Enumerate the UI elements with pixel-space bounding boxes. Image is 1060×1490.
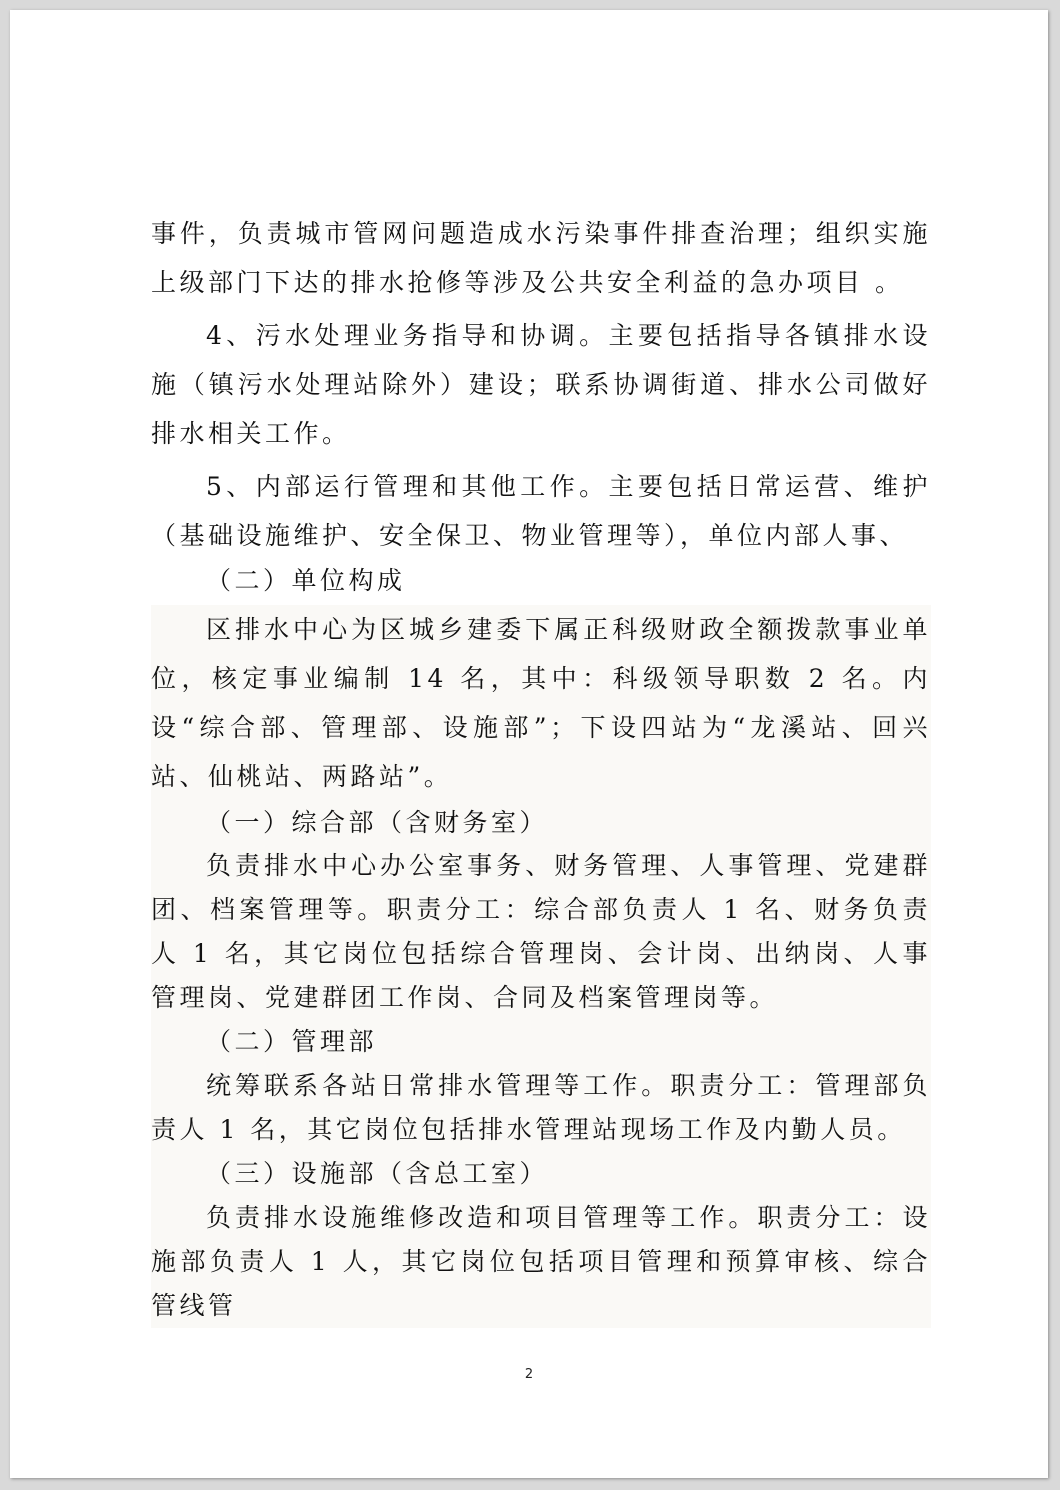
paragraph-continuation: 事件，负责城市管网问题造成水污染事件排查治理；组织实施上级部门下达的排水抢修等涉及公共安全利益的急办项目 。 xyxy=(151,219,931,297)
heading-management-department: （二）管理部 xyxy=(206,1027,378,1056)
heading-general-department: （一）综合部（含财务室） xyxy=(206,808,549,837)
paragraph-facilities-department: 负责排水设施维修改造和项目管理等工作。职责分工：设施部负责人 1 人，其它岗位包括项目管理和预算审核、综合管线管 xyxy=(151,1203,931,1320)
page-number: 2 xyxy=(524,1367,534,1382)
shaded-block xyxy=(151,605,931,1328)
body-text xyxy=(151,209,931,1328)
heading-facilities-department: （三）设施部（含总工室） xyxy=(206,1159,549,1188)
paragraph-general-department: 负责排水中心办公室事务、财务管理、人事管理、党建群团、档案管理等。职责分工：综合部负责人 1 名、财务负责人 1 名，其它岗位包括综合管理岗、会计岗、出纳岗、人事管理岗、党建群团工作岗、合同及档案管理岗等。 xyxy=(151,851,931,1012)
paragraph-item-4: 4、污水处理业务指导和协调。主要包括指导各镇排水设施（镇污水处理站除外）建设；联系协调街道、排水公司做好排水相关工作。 xyxy=(151,321,931,448)
paragraph-item-5: 5、内部运行管理和其他工作。主要包括日常运营、维护（基础设施维护、安全保卫、物业管理等），单位内部人事、 xyxy=(151,472,931,550)
paragraph-unit-composition: 区排水中心为区城乡建委下属正科级财政全额拨款事业单位，核定事业编制 14 名，其中：科级领导职数 2 名。内设“综合部、管理部、设施部”；下设四站为“龙溪站、回兴站、仙桃站、两路站”。 xyxy=(151,615,931,791)
section-heading-unit-composition: （二）单位构成 xyxy=(206,566,406,595)
paragraph-management-department: 统筹联系各站日常排水管理等工作。职责分工：管理部负责人 1 名，其它岗位包括排水管理站现场工作及内勤人员。 xyxy=(151,1071,931,1144)
document-page xyxy=(10,10,1048,1478)
